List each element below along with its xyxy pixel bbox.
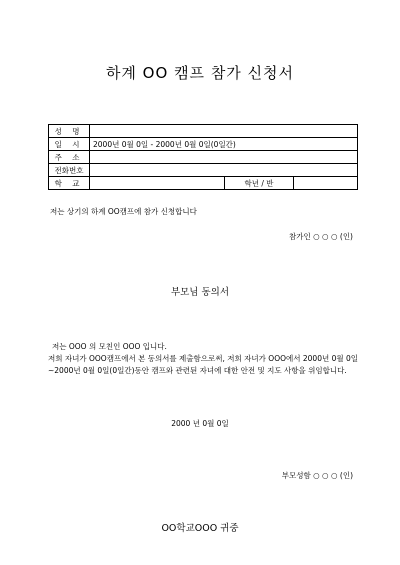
form-row-phone [49,164,358,177]
school-label: 학 교 [49,177,90,190]
phone-value[interactable] [90,164,358,177]
consent-intro: 저는 OOO 의 모친인 OOO 입니다. [52,342,167,351]
document-title: 하계 OO 캠프 참가 신청서 [105,64,295,82]
grade-label: 학년 / 반 [225,177,294,190]
address-value[interactable] [90,151,358,164]
consent-paragraph [48,341,358,377]
addressee: OO학교OOO 귀중 [161,523,239,534]
date-value[interactable]: 2000년 0월 0일 - 2000년 0월 0일(0일간) [90,138,358,151]
school-value[interactable] [90,177,225,190]
applicant-signature: 참가인 ○ ○ ○ (인) [288,232,353,241]
form-row-name [49,125,358,138]
apply-statement: 저는 상기의 하계 OO캠프에 참가 신청합니다 [50,207,197,216]
form-row-school [49,177,358,190]
application-form-table [48,124,358,190]
date-label: 일 시 [49,138,90,151]
phone-label: 전화번호 [49,164,90,177]
address-label: 주 소 [49,151,90,164]
consent-date: 2000 년 0월 0일 [171,419,229,428]
form-row-address [49,151,358,164]
consent-title: 부모님 동의서 [170,287,230,298]
form-row-date [49,138,358,151]
parent-signature: 부모성함 ○ ○ ○ (인) [281,471,353,480]
name-label: 성 명 [49,125,90,138]
grade-value[interactable] [294,177,358,190]
consent-body: 저희 자녀가 OOO캠프에서 본 동의서를 제출함으로써, 저희 자녀가 OOO에서 2000년 0월 0일~2000년 0월 0일(0일간)동안 캠프와 관련된 자녀에 대한 안전 및 지도 사항을 위임합니다. [48,354,359,375]
name-value[interactable] [90,125,358,138]
